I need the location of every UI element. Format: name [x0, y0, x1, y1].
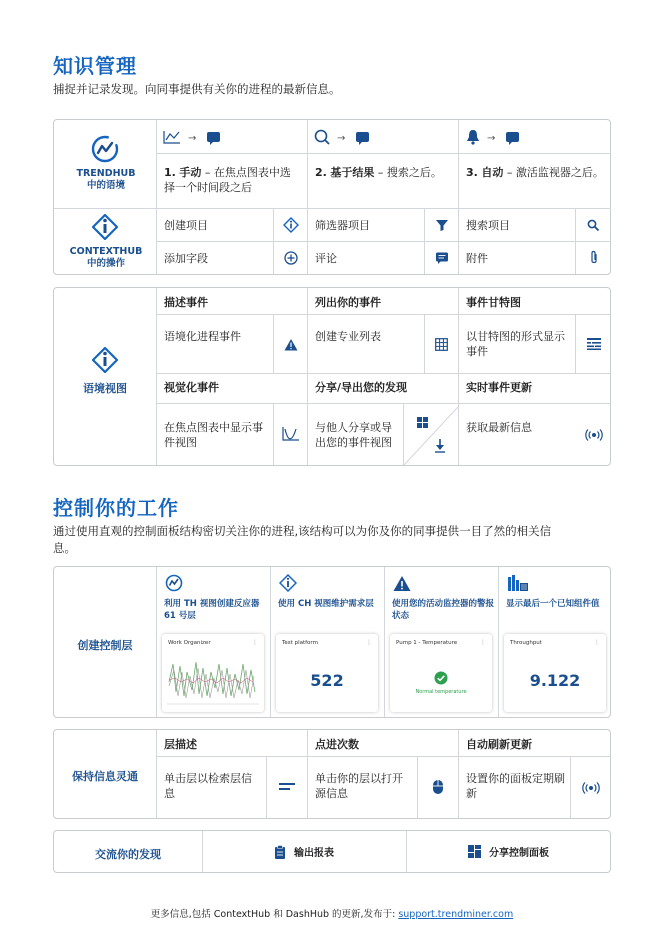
dashboard-card: [53, 566, 611, 718]
context-view-card: [53, 287, 611, 466]
header-gantt: 事件甘特图: [466, 296, 521, 309]
report-icon: [274, 845, 286, 859]
step-search: 2. 基于结果 – 搜索之后。: [315, 166, 442, 179]
svg-text:→: →: [188, 133, 197, 144]
share-dashboard-button[interactable]: [406, 844, 611, 859]
tile-status: Normal temperature: [415, 689, 467, 695]
cell-gantt: 以甘特图的形式显示事件: [466, 330, 565, 358]
refresh-broadcast-icon: [571, 779, 611, 797]
contexthub-label: CONTEXTHUB 中的操作: [69, 246, 143, 269]
broadcast-icon: [576, 426, 611, 444]
gantt-icon: [576, 335, 611, 353]
tile-throughput: [504, 634, 606, 712]
mini-trend-chart: [167, 652, 259, 708]
cell-refresh: 设置你的面板定期刷新: [466, 772, 565, 800]
comment-icon: [425, 249, 458, 267]
tile-test-platform: [276, 634, 378, 712]
step-auto: 3. 自动 – 激活监视器之后。: [466, 166, 604, 179]
tile-title: Test platform: [282, 640, 318, 646]
description-lines-icon: [267, 778, 307, 796]
trendhub-label: TRENDHUB 中的语境: [76, 168, 136, 191]
dashboard-col-monitor: 使用您的活动监控器的警报状态: [392, 599, 495, 621]
context-item-icon: [274, 216, 307, 234]
step-manual: 1. 手动 – 在焦点图表中选择一个时间段之后: [164, 166, 291, 194]
cell-contextualize: 语境化进程事件: [164, 330, 241, 343]
check-circle-icon: [434, 671, 448, 685]
stay-informed-card: [53, 729, 611, 819]
cell-share: 与他人分享或导出您的事件视图: [315, 421, 392, 449]
dashboard-col-component: 显示最后一个已知组件值: [506, 599, 600, 609]
focus-chart-icon: [274, 425, 307, 443]
trendhub-logo-icon: [90, 134, 120, 164]
dashboard-col-th: 利用 TH 视图创建反应器 61 号层: [164, 599, 260, 621]
section-title-knowledge: 知识管理: [53, 54, 137, 78]
tile-title: Pump 1 - Temperature: [396, 640, 458, 646]
header-visualize-events: 视觉化事件: [164, 381, 219, 394]
tile-title: Throughput: [510, 640, 542, 646]
cell-latest: 获取最新信息: [466, 421, 532, 434]
cell-focus-chart: 在焦点图表中显示事件视图: [164, 421, 263, 449]
trendhub-view-icon: [164, 573, 184, 593]
dashboard-grid-icon: [468, 845, 481, 858]
context-view-label: 语境视图: [83, 382, 127, 395]
context-card: [53, 119, 611, 275]
section-subtitle-knowledge: 捕捉并记录发现。向同事提供有关你的进程的最新信息。: [53, 82, 341, 96]
contexthub-logo-icon: [91, 213, 119, 241]
action-create-item: 创建项目: [164, 219, 208, 232]
tile-menu-icon: ⋮: [594, 639, 600, 646]
action-comment: 评论: [315, 252, 337, 265]
tile-pump-temperature: [390, 634, 492, 712]
section-title-control: 控制你的工作: [53, 496, 179, 520]
cell-create-list: 创建专业列表: [315, 330, 381, 343]
tile-menu-icon: ⋮: [366, 639, 372, 646]
mouse-icon: [418, 778, 458, 796]
svg-text:→: →: [487, 133, 496, 144]
cell-open-source: 单击你的层以打开源信息: [315, 772, 403, 800]
tile-title: Work Organizer: [168, 640, 211, 646]
header-auto-refresh: 自动刷新更新: [466, 738, 532, 751]
manual-step-icons: [162, 128, 222, 146]
header-layer-description: 层描述: [164, 738, 197, 751]
tile-value: 9.122: [529, 671, 581, 690]
search-step-icons: [313, 128, 373, 146]
header-click-through: 点进次数: [315, 738, 359, 751]
communicate-label: 交流你的发现: [95, 848, 161, 861]
monitor-alert-icon: [392, 573, 412, 593]
stay-informed-label: 保持信息灵通: [72, 770, 138, 783]
dashboard-label: 创建控制层: [77, 639, 133, 652]
dashboard-col-ch: 使用 CH 视图维护需求层: [278, 599, 374, 609]
component-value-icon: [506, 573, 530, 593]
communicate-card: [53, 830, 611, 873]
header-share-export: 分享/导出您的发现: [315, 381, 408, 394]
section-subtitle-control: 通过使用直观的控制面板结构密切关注你的进程,该结构可以为你及你的同事提供一目了然的相关信息。: [53, 524, 552, 555]
header-live-updates: 实时事件更新: [466, 381, 532, 394]
header-describe-events: 描述事件: [164, 296, 208, 309]
context-view-logo-icon: [91, 346, 119, 374]
filter-icon: [425, 216, 458, 234]
search-icon: [576, 216, 611, 234]
export-report-button[interactable]: [202, 844, 406, 859]
tile-menu-icon: ⋮: [480, 639, 486, 646]
action-add-field: 添加字段: [164, 252, 208, 265]
action-attachment: 附件: [466, 252, 488, 265]
footer-text: 更多信息,包括 ContextHub 和 DashHub 的更新,发布于:: [150, 909, 399, 920]
contexthub-view-icon: [278, 573, 298, 593]
table-icon: [425, 335, 458, 353]
plus-circle-icon: [274, 249, 307, 267]
share-export-icons: [404, 407, 458, 465]
action-search-items: 搜索项目: [466, 219, 510, 232]
share-dashboard-label: 分享控制面板: [489, 848, 549, 859]
monitor-step-icons: [465, 128, 525, 146]
footer: [0, 906, 664, 920]
tile-work-organizer: [162, 634, 264, 712]
svg-text:→: →: [337, 133, 346, 144]
tile-menu-icon: ⋮: [252, 639, 258, 646]
action-filter-items: 筛选器项目: [315, 219, 370, 232]
tile-value: 522: [310, 671, 344, 690]
export-report-label: 输出报表: [294, 848, 334, 859]
cell-click-layer: 单击层以检索层信息: [164, 772, 252, 800]
paperclip-icon: [576, 249, 611, 267]
warning-icon: [274, 335, 307, 353]
header-list-events: 列出你的事件: [315, 296, 381, 309]
support-link[interactable]: support.trendminer.com: [398, 909, 514, 920]
